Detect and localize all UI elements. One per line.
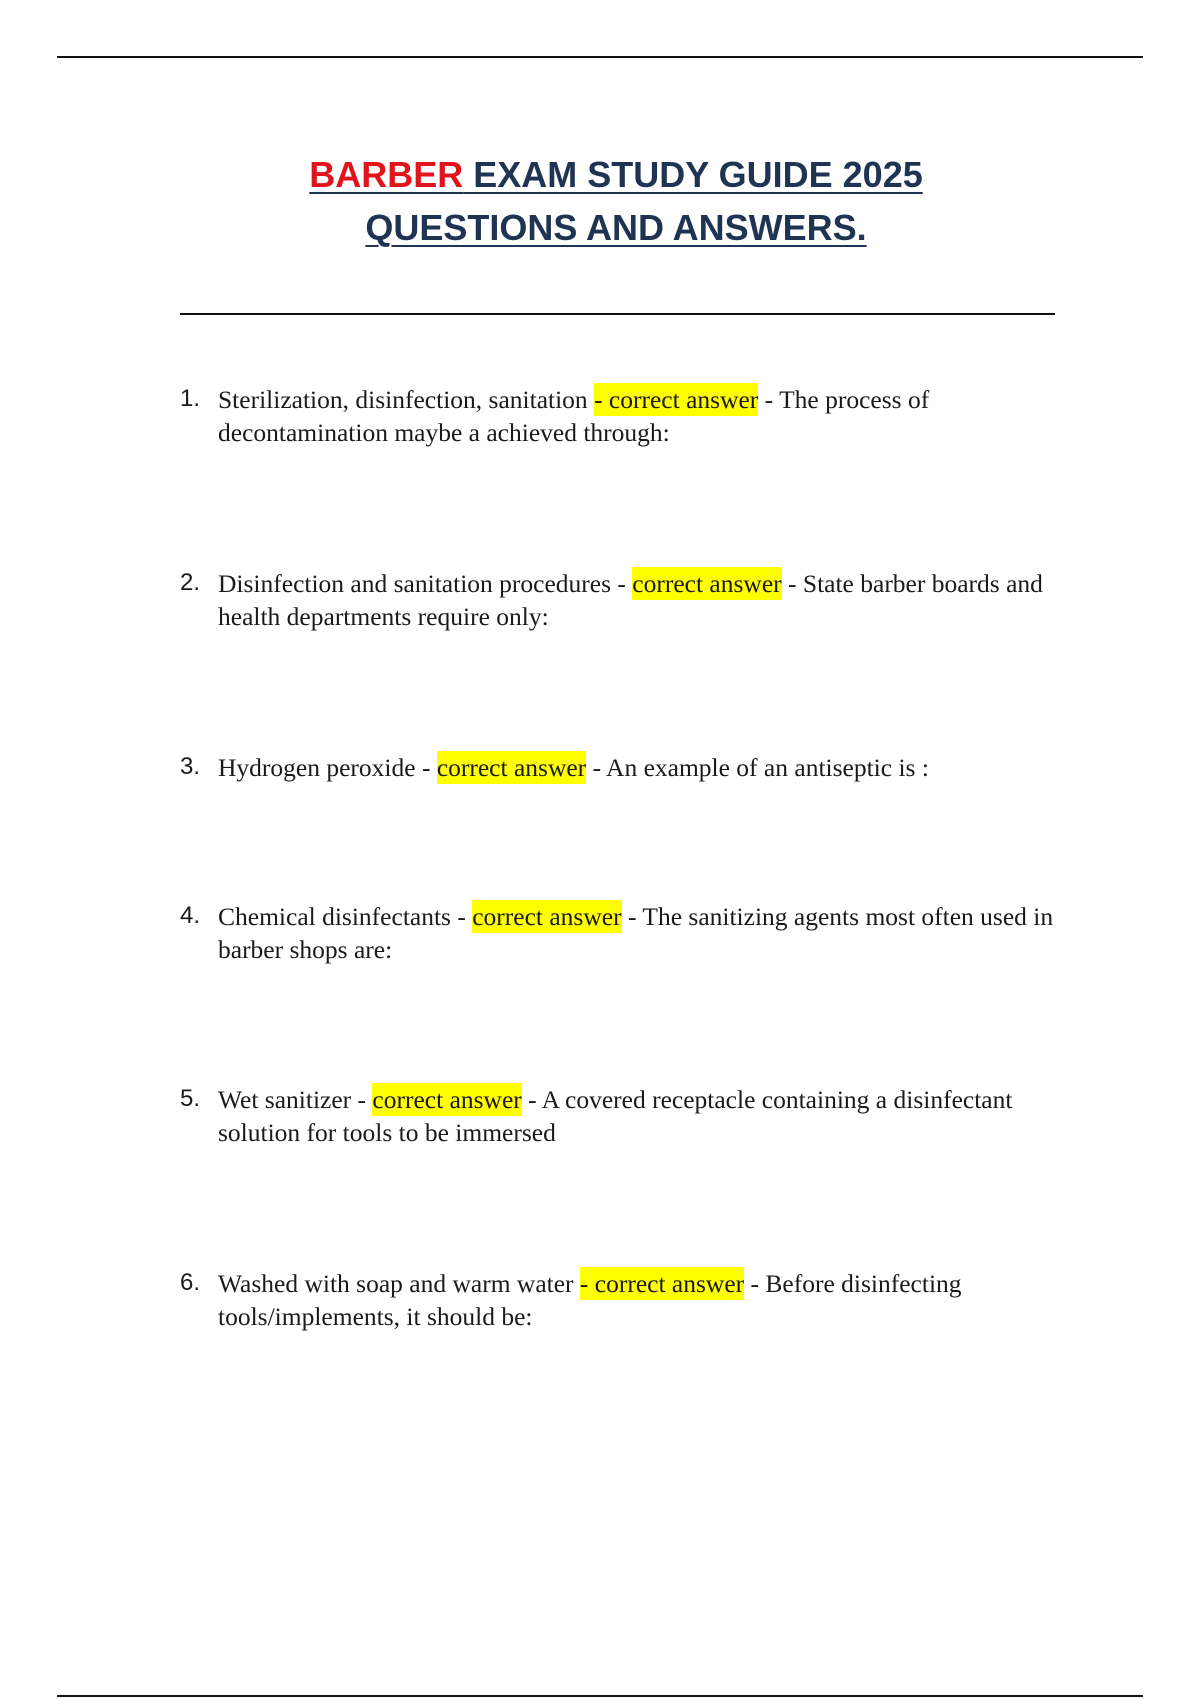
- item-text: [218, 567, 1060, 633]
- page-footer-rule: [57, 1695, 1143, 1697]
- document-title: [0, 148, 1200, 254]
- item-answer: Hydrogen peroxide -: [218, 753, 437, 782]
- item-answer: Chemical disinfectants -: [218, 902, 473, 931]
- item-number: 3.: [180, 753, 201, 780]
- qa-item-2: [180, 567, 1060, 633]
- qa-item-1: [180, 383, 1060, 449]
- item-answer: Wet sanitizer -: [218, 1085, 373, 1114]
- item-number: 1.: [180, 385, 201, 412]
- correct-answer-marker: correct answer: [632, 569, 782, 598]
- qa-item-5: [180, 1083, 1060, 1149]
- qa-item-3: [180, 751, 1060, 784]
- title-line-1-rest: EXAM STUDY GUIDE 2025: [463, 154, 923, 195]
- qa-item-4: [180, 900, 1060, 966]
- item-text: [218, 383, 1060, 449]
- item-question: - An example of an antiseptic is :: [586, 753, 929, 782]
- item-question: - State barber boards and health departments require only:: [218, 569, 1043, 631]
- title-divider: [180, 313, 1055, 315]
- title-line-1: [309, 148, 923, 201]
- item-number: 2.: [180, 569, 201, 596]
- item-question: - The process of decontamination maybe a achieved through:: [218, 385, 930, 447]
- item-number: 5.: [180, 1085, 201, 1112]
- item-answer: Washed with soap and warm water: [218, 1269, 580, 1298]
- item-question: - The sanitizing agents most often used in barber shops are:: [218, 902, 1054, 964]
- item-text: [218, 1083, 1060, 1149]
- page-header-rule: [57, 56, 1143, 58]
- correct-answer-marker: correct answer: [472, 902, 622, 931]
- qa-item-6: [180, 1267, 1060, 1333]
- item-text: [218, 900, 1060, 966]
- title-accent-word: BARBER: [309, 154, 464, 195]
- title-line-2: QUESTIONS AND ANSWERS.: [365, 207, 867, 248]
- correct-answer-marker: correct answer: [372, 1085, 522, 1114]
- item-text: [218, 1267, 1060, 1333]
- correct-answer-marker: - correct answer: [594, 385, 759, 414]
- item-text: [218, 751, 1060, 784]
- item-number: 4.: [180, 902, 201, 929]
- item-number: 6.: [180, 1269, 201, 1296]
- item-question: - Before disinfecting tools/implements, it should be:: [218, 1269, 962, 1331]
- correct-answer-marker: correct answer: [436, 753, 587, 782]
- item-answer: Sterilization, disinfection, sanitation: [218, 385, 595, 414]
- item-answer: Disinfection and sanitation procedures -: [218, 569, 633, 598]
- item-question: - A covered receptacle containing a disinfectant solution for tools to be immersed: [218, 1085, 1013, 1147]
- correct-answer-marker: - correct answer: [579, 1269, 745, 1298]
